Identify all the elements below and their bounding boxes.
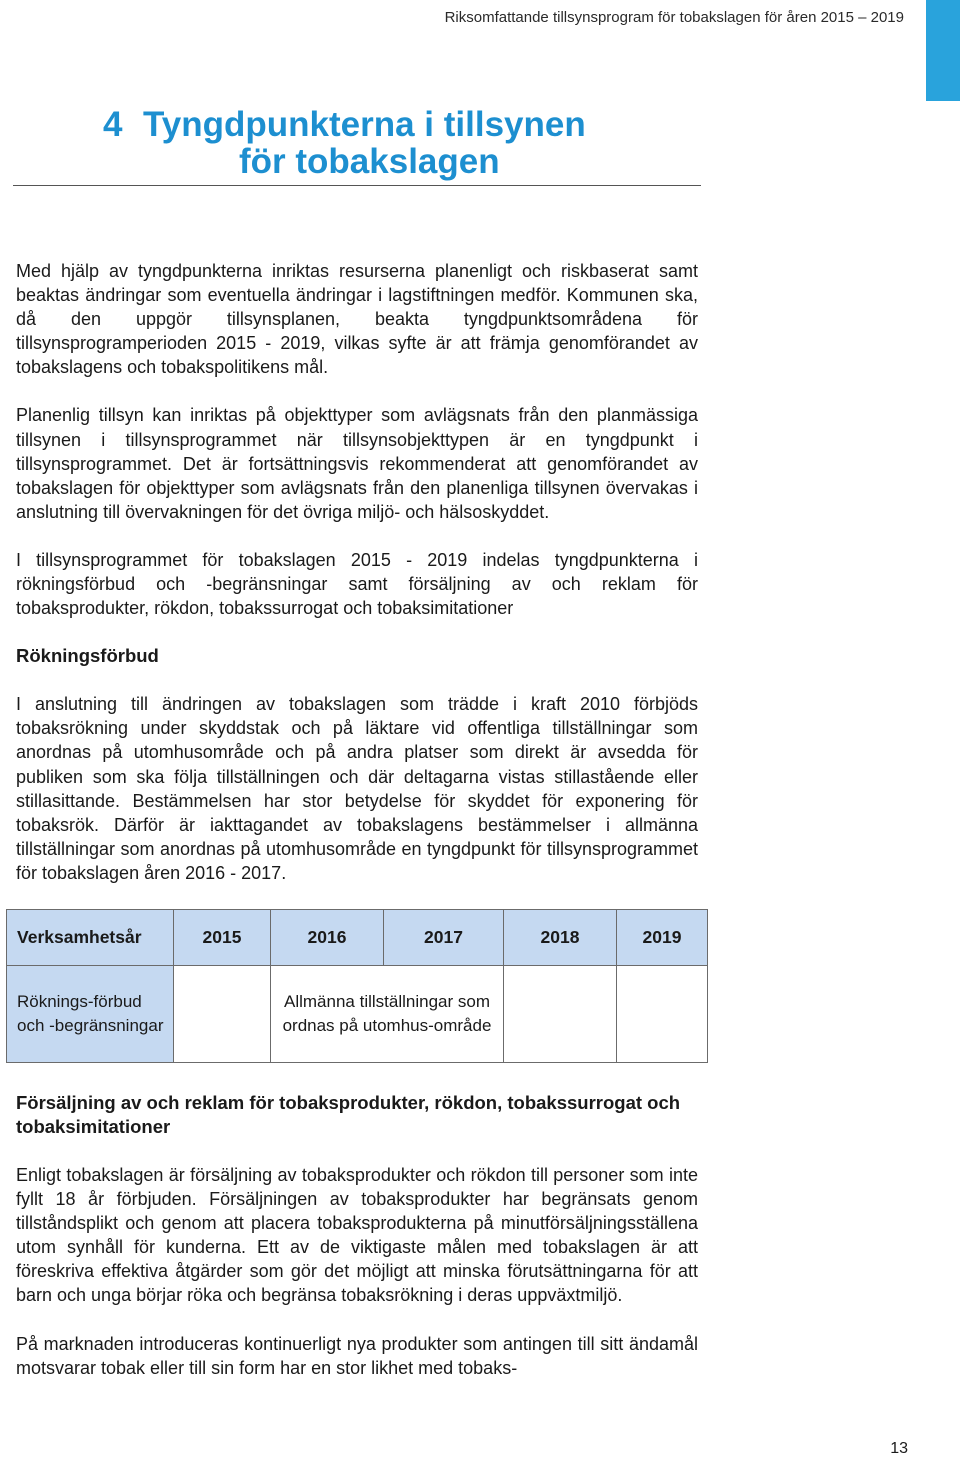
table-cell-2019 — [617, 965, 708, 1062]
chapter-title-line1: Tyngdpunkterna i tillsynen — [143, 105, 586, 144]
paragraph-1: Med hjälp av tyngdpunkterna inriktas resurserna planenligt och riskbaserat samt beaktas ändringar som eventuella ändringar i lagstiftningen medför. Kommunen ska, då den uppgör tillsynsplanen, beakta tyngdpunktsområdena för tillsynsprogramperioden 2015 - 2019, vilkas syfte är att främja genomförandet av tobakslagens och tobakspolitikens mål. — [16, 261, 698, 378]
table-header-cell: 2017 — [384, 909, 504, 965]
table-header-cell: Verksamhetsår — [7, 909, 174, 965]
table-cell-2015 — [174, 965, 271, 1062]
chapter-title — [103, 106, 586, 180]
running-header: Riksomfattande tillsynsprogram för tobakslagen för åren 2015 – 2019 — [444, 9, 904, 26]
paragraph-5: Enligt tobakslagen är försäljning av tobaksprodukter och rökdon till personer som inte fyllt 18 år förbjuden. Försäljningen av tobaksprodukter har begränsats genom tillståndsplikt och genom att placera tobaksprodukterna på minutförsäljningsställena utom synhåll för kunderna. Ett av de viktigaste målen med tobakslagen är att föreskriva effektiva åtgärder som gör det möjligt att minska förutsättningarna för att barn och unga börjar röka och begränsa tobaksrökning i deras uppväxtmiljö. — [16, 1164, 698, 1306]
chapter-title-line2: för tobakslagen — [239, 142, 500, 181]
table-header-cell: 2015 — [174, 909, 271, 965]
heading-sales-advertising: Försäljning av och reklam för tobaksprodukter, rökdon, tobakssurrogat och tobaksimitationer — [16, 1091, 681, 1137]
paragraph-3: I tillsynsprogrammet för tobakslagen 2015 - 2019 indelas tyngdpunkterna i rökningsförbud och -begränsningar samt försäljning av och reklam för tobaksprodukter, rökdon, tobakssurrogat och tobaksimitationer — [16, 549, 698, 619]
table-row-label: Röknings-förbud och -begränsningar — [7, 965, 174, 1062]
table-header-cell: 2019 — [617, 909, 708, 965]
table-header-row — [7, 909, 708, 965]
table-header-cell: 2018 — [504, 909, 617, 965]
table-row — [7, 965, 708, 1062]
paragraph-2: Planenlig tillsyn kan inriktas på objekttyper som avlägsnats från den planmässiga tillsynen i tillsynsprogrammet när tillsynsobjekttypen är en tyngdpunkt i tillsynsprogrammet. Det är fortsättningsvis rekommenderat att genomförandet av tobakslagen för objekttyper som avlägsnats från den planenliga tillsynen övervakas i anslutning till övervakningen för det övriga miljö- och hälsoskyddet. — [16, 405, 698, 522]
paragraph-6: På marknaden introduceras kontinuerligt nya produkter som antingen till sitt ändamål motsvarar tobak eller till sin form har en stor likhet med tobaks- — [16, 1333, 698, 1378]
paragraph-4: I anslutning till ändringen av tobakslagen som trädde i kraft 2010 förbjöds tobaksrökning under skyddstak och på läktare vid offentliga tillställningar som anordnas på utomhusområde och på andra platser som direkt är avsedda för publiken som ska följa tillställningen och där deltagarna vistas stillastående eller stillasittande. Bestämmelsen har stor betydelse för skyddet för exponering för tobaksrök. Därför är iakttagandet av tobakslagens bestämmelser i allmänna tillställningar som anordnas på utomhusområde en tyngdpunkt för tillsynsprogrammet för tobakslagen åren 2016 - 2017. — [16, 694, 698, 883]
main-content — [16, 259, 698, 1404]
page-number: 13 — [890, 1440, 908, 1457]
heading-smoking-ban: Rökningsförbud — [16, 645, 159, 667]
table-cell-2018 — [504, 965, 617, 1062]
focus-schedule-table — [6, 909, 708, 1063]
table-cell-2016-2017: Allmänna tillställningar som ordnas på utomhus-område — [271, 965, 504, 1062]
corner-tab — [926, 0, 960, 101]
chapter-number: 4 — [103, 105, 123, 144]
title-rule — [13, 185, 701, 186]
table-header-cell: 2016 — [271, 909, 384, 965]
